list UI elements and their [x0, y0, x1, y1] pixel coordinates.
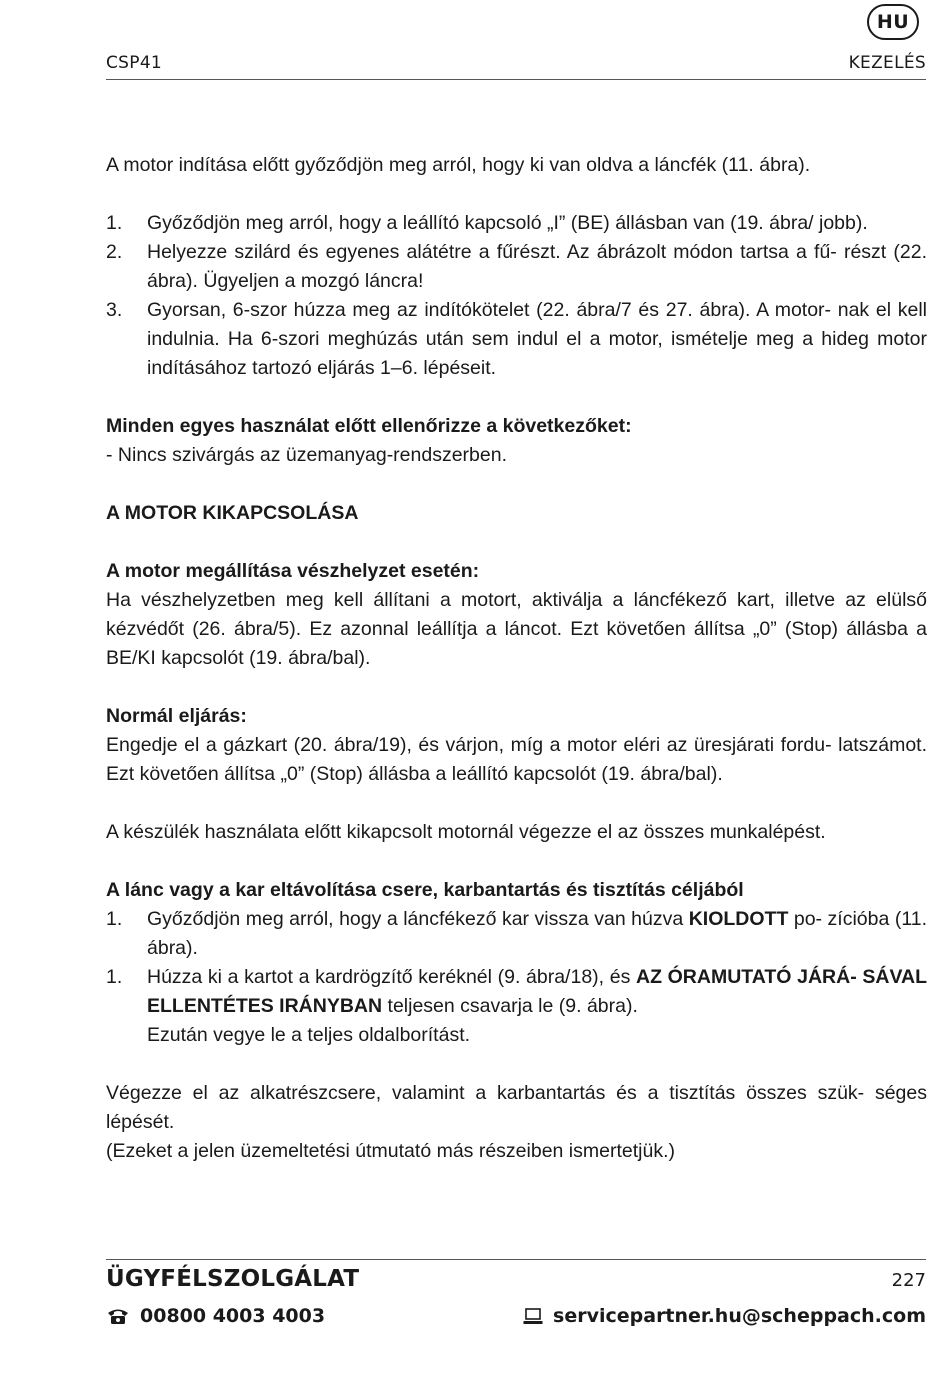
- emergency-section: [106, 557, 927, 673]
- normal-heading: Normál eljárás:: [106, 705, 247, 727]
- model-name: CSP41: [106, 53, 163, 73]
- removal-heading: A lánc vagy a kar eltávolítása csere, karbantartás és tisztítás céljából: [106, 879, 744, 901]
- check-heading: Minden egyes használat előtt ellenőrizze a következőket:: [106, 415, 632, 437]
- check-section: [106, 412, 927, 470]
- list-item: 1. Győződjön meg arról, hogy a leállító kapcsoló „I” (BE) állásban van (19. ábra/ jobb).: [106, 212, 868, 234]
- emergency-heading: A motor megállítása vészhelyzet esetén:: [106, 560, 480, 582]
- list-item: 3. Gyorsan, 6-szor húzza meg az indítókötelet (22. ábra/7 és 27. ábra). A motor- nak el kell indulnia. Ha 6-szori meghúzás után sem indul el a motor, ismételje meg a hideg motor indításához tartozó eljárás 1–6. lépéseit.: [106, 299, 927, 379]
- normal-section: [106, 702, 927, 789]
- final-text: Végezze el az alkatrészcsere, valamint a karbantartás és a tisztítás összes szük- séges lépését.: [106, 1082, 927, 1133]
- intro-paragraph: A motor indítása előtt győződjön meg arról, hogy ki van oldva a láncfék (11. ábra).: [106, 154, 811, 176]
- list-item: 2. Helyezze szilárd és egyenes alátétre a fűrészt. Az ábrázolt módon tartsa a fű- részt (22. ábra). Ügyeljen a mozgó láncra!: [106, 241, 927, 292]
- phone-number: 00800 4003 4003: [140, 1305, 326, 1327]
- service-phone: [106, 1305, 325, 1327]
- section-title: KEZELÉS: [848, 53, 926, 73]
- email-address[interactable]: servicepartner.hu@scheppach.com: [553, 1305, 926, 1327]
- page-content: [106, 151, 927, 1195]
- off-note: A készülék használata előtt kikapcsolt motornál végezze el az összes munkalépést.: [106, 821, 826, 843]
- list-item: 1. Húzza ki a kartot a kardrögzítő keréknél (9. ábra/18), és AZ ÓRAMUTATÓ JÁRÁ- SÁVAL ELLENTÉTES IRÁNYBAN teljesen csavarja le (9. ábra). Ezután vegye le a teljes oldalborítást.: [106, 966, 927, 1046]
- service-title: ÜGYFÉLSZOLGÁLAT: [106, 1266, 360, 1292]
- laptop-icon: [523, 1308, 543, 1325]
- removal-section: [106, 876, 927, 1050]
- emergency-text: Ha vészhelyzetben meg kell állítani a motort, aktiválja a láncfékező kart, illetve az elülső kézvédőt (26. ábra/5). Ez azonnal leállítja a láncot. Ezt követően állítsa „0” (Stop) állásba a BE/KI kapcsolót (19. ábra/bal).: [106, 589, 927, 669]
- header-divider: [106, 79, 926, 80]
- language-badge: HU: [867, 4, 919, 40]
- removal-steps-list: [106, 905, 927, 1050]
- footer-divider: [106, 1259, 926, 1260]
- stop-heading: A MOTOR KIKAPCSOLÁSA: [106, 502, 359, 524]
- final-section: [106, 1079, 927, 1166]
- start-steps-list: [106, 209, 927, 383]
- list-item: 1. Győződjön meg arról, hogy a láncfékező kar vissza van húzva KIOLDOTT po- zícióba (11. ábra).: [106, 908, 927, 959]
- normal-text: Engedje el a gázkart (20. ábra/19), és várjon, míg a motor eléri az üresjárati fordu- latszámot. Ezt követően állítsa „0” (Stop) állásba a leállító kapcsolót (19. ábra/bal).: [106, 734, 927, 785]
- page-number: 227: [891, 1270, 926, 1291]
- final-note: (Ezeket a jelen üzemeltetési útmutató más részeiben ismertetjük.): [106, 1140, 675, 1162]
- check-item: - Nincs szivárgás az üzemanyag-rendszerben.: [106, 444, 508, 466]
- phone-icon: [106, 1307, 130, 1325]
- service-email: [523, 1305, 926, 1327]
